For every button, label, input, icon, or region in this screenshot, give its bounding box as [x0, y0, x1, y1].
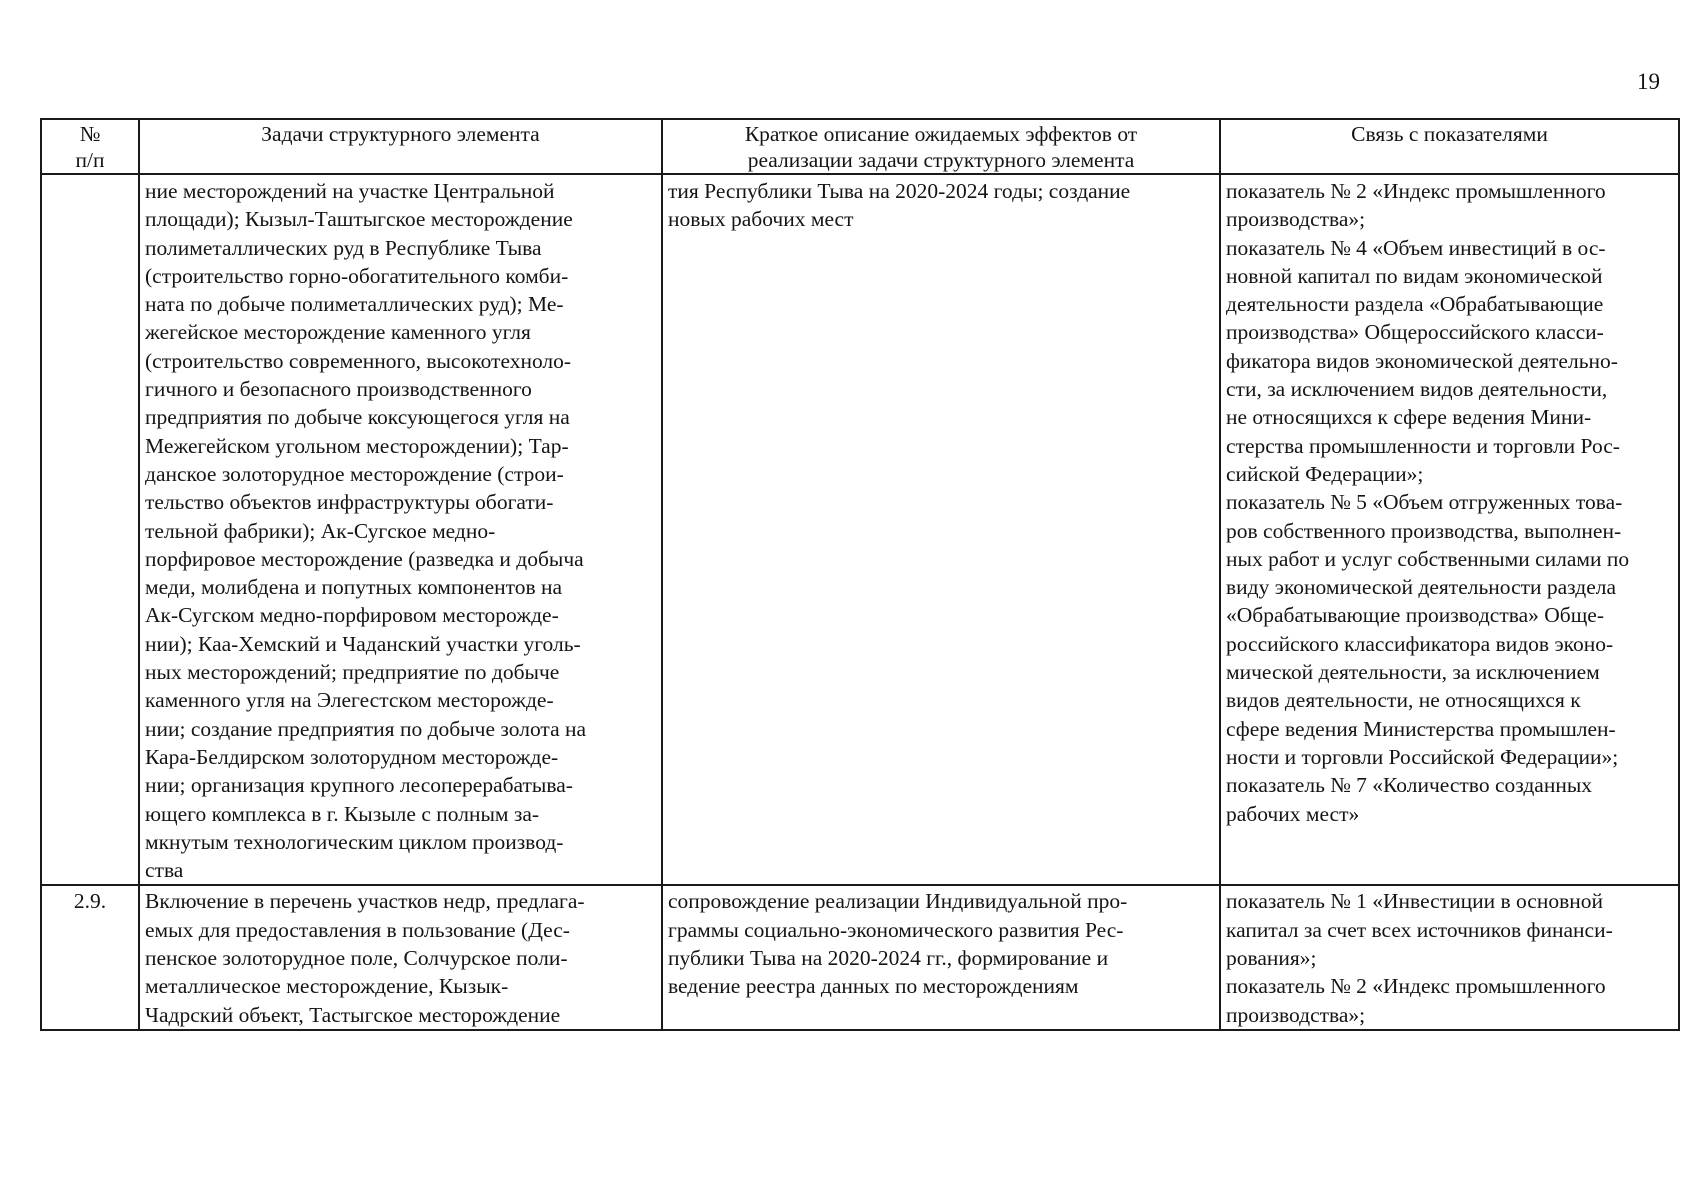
- row-effects: тия Республики Тыва на 2020-2024 годы; создание новых рабочих мест: [662, 174, 1220, 885]
- row-task: Включение в перечень участков недр, предлага- емых для предоставления в пользование (Дес- пенское золоторудное поле, Солчурское поли- металлическое месторождение, Кызык- Чадрский объект, Тастыгское месторождение: [139, 885, 662, 1029]
- table-row: [41, 885, 1679, 1029]
- header-effects: Краткое описание ожидаемых эффектов от реализации задачи структурного элемента: [662, 119, 1220, 174]
- row-task: ние месторождений на участке Центральной площади); Кызыл-Таштыгское месторождение полиметаллических руд в Республике Тыва (строительство горно-обогатительного комби- ната по добыче полиметаллических руд); Ме- жегейское месторождение каменного угля (строительство современного, высокотехноло- гичного и безопасного производственного предприятия по добыче коксующегося угля на Межегейском угольном месторождении); Тар- данское золоторудное месторождение (строи- тельство объектов инфраструктуры обогати- тельной фабрики); Ак-Сугское медно- порфировое месторождение (разведка и добыча меди, молибдена и попутных компонентов на Ак-Сугском медно-порфировом месторожде- нии); Каа-Хемский и Чаданский участки уголь- ных месторождений; предприятие по добыче каменного угля на Элегестском месторожде- нии; создание предприятия по добыче золота на Кара-Белдирском золоторудном месторожде- нии; организация крупного лесоперерабатыва- ющего комплекса в г. Кызыле с полным за- мкнутым технологическим циклом производ- ства: [139, 174, 662, 885]
- header-tasks: Задачи структурного элемента: [139, 119, 662, 174]
- page-number: 19: [1637, 69, 1660, 94]
- table-header-row: [41, 119, 1679, 174]
- header-number: № п/п: [41, 119, 139, 174]
- tasks-table: [40, 118, 1680, 1031]
- row-number: 2.9.: [41, 885, 139, 1029]
- row-indicators: показатель № 1 «Инвестиции в основной капитал за счет всех источников финанси- рования»; показатель № 2 «Индекс промышленного производства»;: [1220, 885, 1679, 1029]
- row-number: [41, 174, 139, 885]
- table-row: [41, 174, 1679, 885]
- row-indicators: показатель № 2 «Индекс промышленного производства»; показатель № 4 «Объем инвестиций в ос- новной капитал по видам экономической деятельности раздела «Обрабатывающие производства» Общероссийского класси- фикатора видов экономической деятельно- сти, за исключением видов деятельности, не относящихся к сфере ведения Мини- стерства промышленности и торговли Рос- сийской Федерации»; показатель № 5 «Объем отгруженных това- ров собственного производства, выполнен- ных работ и услуг собственными силами по виду экономической деятельности раздела «Обрабатывающие производства» Обще- российского классификатора видов эконо- мической деятельности, за исключением видов деятельности, не относящихся к сфере ведения Министерства промышлен- ности и торговли Российской Федерации»; показатель № 7 «Количество созданных рабочих мест»: [1220, 174, 1679, 885]
- row-effects: сопровождение реализации Индивидуальной про- граммы социально-экономического развития Рес- публики Тыва на 2020-2024 гг., формирование и ведение реестра данных по месторождениям: [662, 885, 1220, 1029]
- header-indicators: Связь с показателями: [1220, 119, 1679, 174]
